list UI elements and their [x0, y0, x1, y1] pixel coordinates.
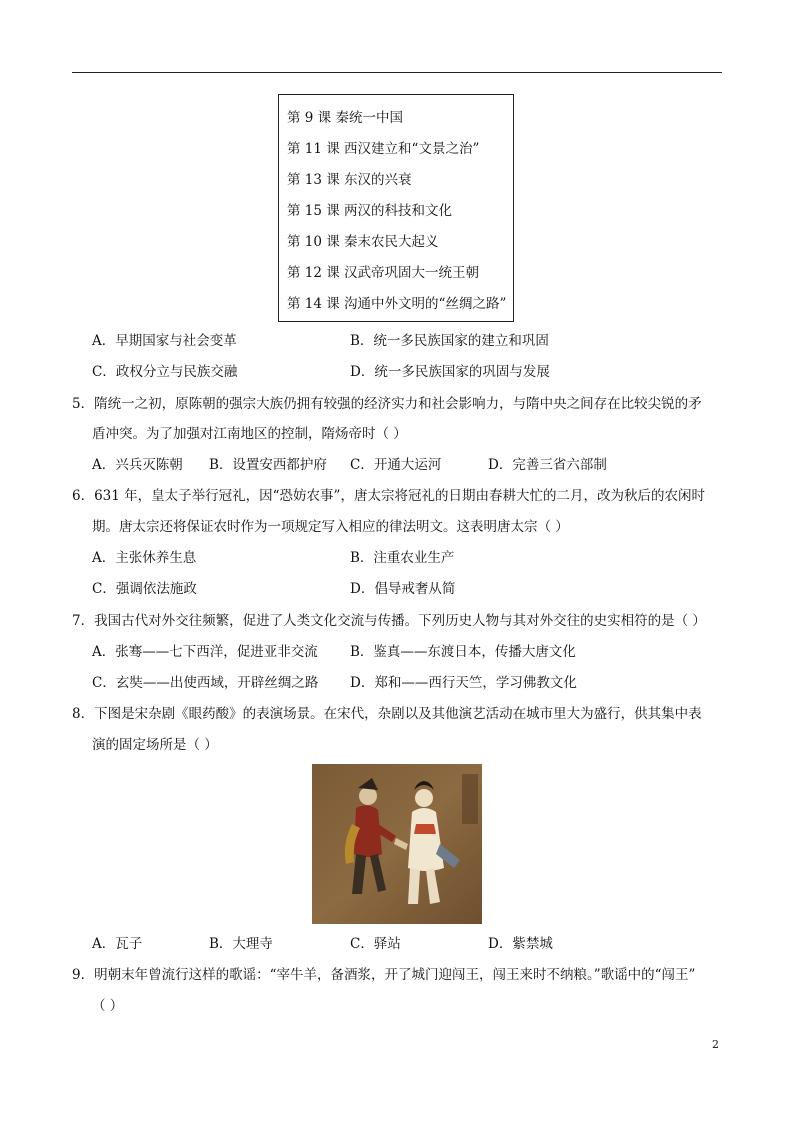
q8-option-c: C．驿站 [350, 936, 401, 952]
toc-line: 第 9 课 秦统一中国 [287, 110, 403, 126]
q4-option-a: A．早期国家与社会变革 [92, 333, 237, 349]
q5-stem-line-1: 5．隋统一之初，原陈朝的强宗大族仍拥有较强的经济实力和社会影响力，与隋中央之间存在比较尖锐的矛 [72, 396, 702, 412]
q7-option-b: B．鉴真——东渡日本，传播大唐文化 [350, 644, 576, 660]
lesson-list-box [278, 94, 514, 322]
q5-option-c: C．开通大运河 [350, 457, 442, 473]
toc-line: 第 15 课 两汉的科技和文化 [287, 203, 453, 219]
toc-line: 第 12 课 汉武帝巩固大一统王朝 [287, 265, 480, 281]
q9-stem-line-2: （ ） [92, 998, 124, 1014]
q8-option-a: A．瓦子 [92, 936, 143, 952]
q8-option-d: D．紫禁城 [488, 936, 553, 952]
toc-line: 第 13 课 东汉的兴衰 [287, 172, 412, 188]
q6-option-b: B．注重农业生产 [350, 550, 455, 566]
q9-stem-line-1: 9．明朝末年曾流行这样的歌谣：“宰牛羊，备酒浆，开了城门迎闯王，闯王来时不纳粮。”歌谣中的“闯王” [72, 967, 696, 983]
q5-option-d: D．完善三省六部制 [488, 457, 607, 473]
q8-stem-line-2: 演的固定场所是（ ） [92, 737, 218, 753]
q5-option-b: B．设置安西都护府 [209, 457, 327, 473]
painting-illustration [312, 764, 482, 924]
q6-option-a: A．主张休养生息 [92, 550, 197, 566]
song-zaju-painting [312, 764, 482, 924]
page-number: 2 [712, 1038, 719, 1051]
q5-option-a: A．兴兵灭陈朝 [92, 457, 183, 473]
q4-option-d: D．统一多民族国家的巩固与发展 [350, 364, 550, 380]
header-rule [72, 72, 722, 73]
q4-option-c: C．政权分立与民族交融 [92, 364, 238, 380]
q7-option-a: A．张骞——七下西洋，促进亚非交流 [92, 644, 318, 660]
q6-stem-line-2: 期。唐太宗还将保证农时作为一项规定写入相应的律法明文。这表明唐太宗（ ） [92, 519, 569, 535]
q7-option-d: D．郑和——西行天竺，学习佛教文化 [350, 675, 577, 691]
q7-stem-line-1: 7．我国古代对外交往频繁，促进了人类文化交流与传播。下列历史人物与其对外交往的史实相符的是（ ） [72, 613, 706, 629]
q7-option-c: C．玄奘——出使西域，开辟丝绸之路 [92, 675, 319, 691]
q8-stem-line-1: 8．下图是宋杂剧《眼药酸》的表演场景。在宋代，杂剧以及其他演艺活动在城市里大为盛行，供其集中表 [72, 706, 702, 722]
q4-option-b: B．统一多民族国家的建立和巩固 [350, 333, 549, 349]
toc-line: 第 10 课 秦末农民大起义 [287, 234, 439, 250]
q5-stem-line-2: 盾冲突。为了加强对江南地区的控制，隋炀帝时（ ） [92, 426, 407, 442]
q6-stem-line-1: 6．631 年，皇太子举行冠礼，因“恐妨农事”，唐太宗将冠礼的日期由春耕大忙的二月，改为秋后的农闲时 [72, 488, 705, 504]
q6-option-c: C．强调依法施政 [92, 581, 197, 597]
toc-line: 第 11 课 西汉建立和“文景之治” [287, 141, 480, 157]
q8-option-b: B．大理寺 [209, 936, 273, 952]
q6-option-d: D．倡导戒奢从简 [350, 581, 456, 597]
toc-line: 第 14 课 沟通中外文明的“丝绸之路” [287, 296, 507, 312]
